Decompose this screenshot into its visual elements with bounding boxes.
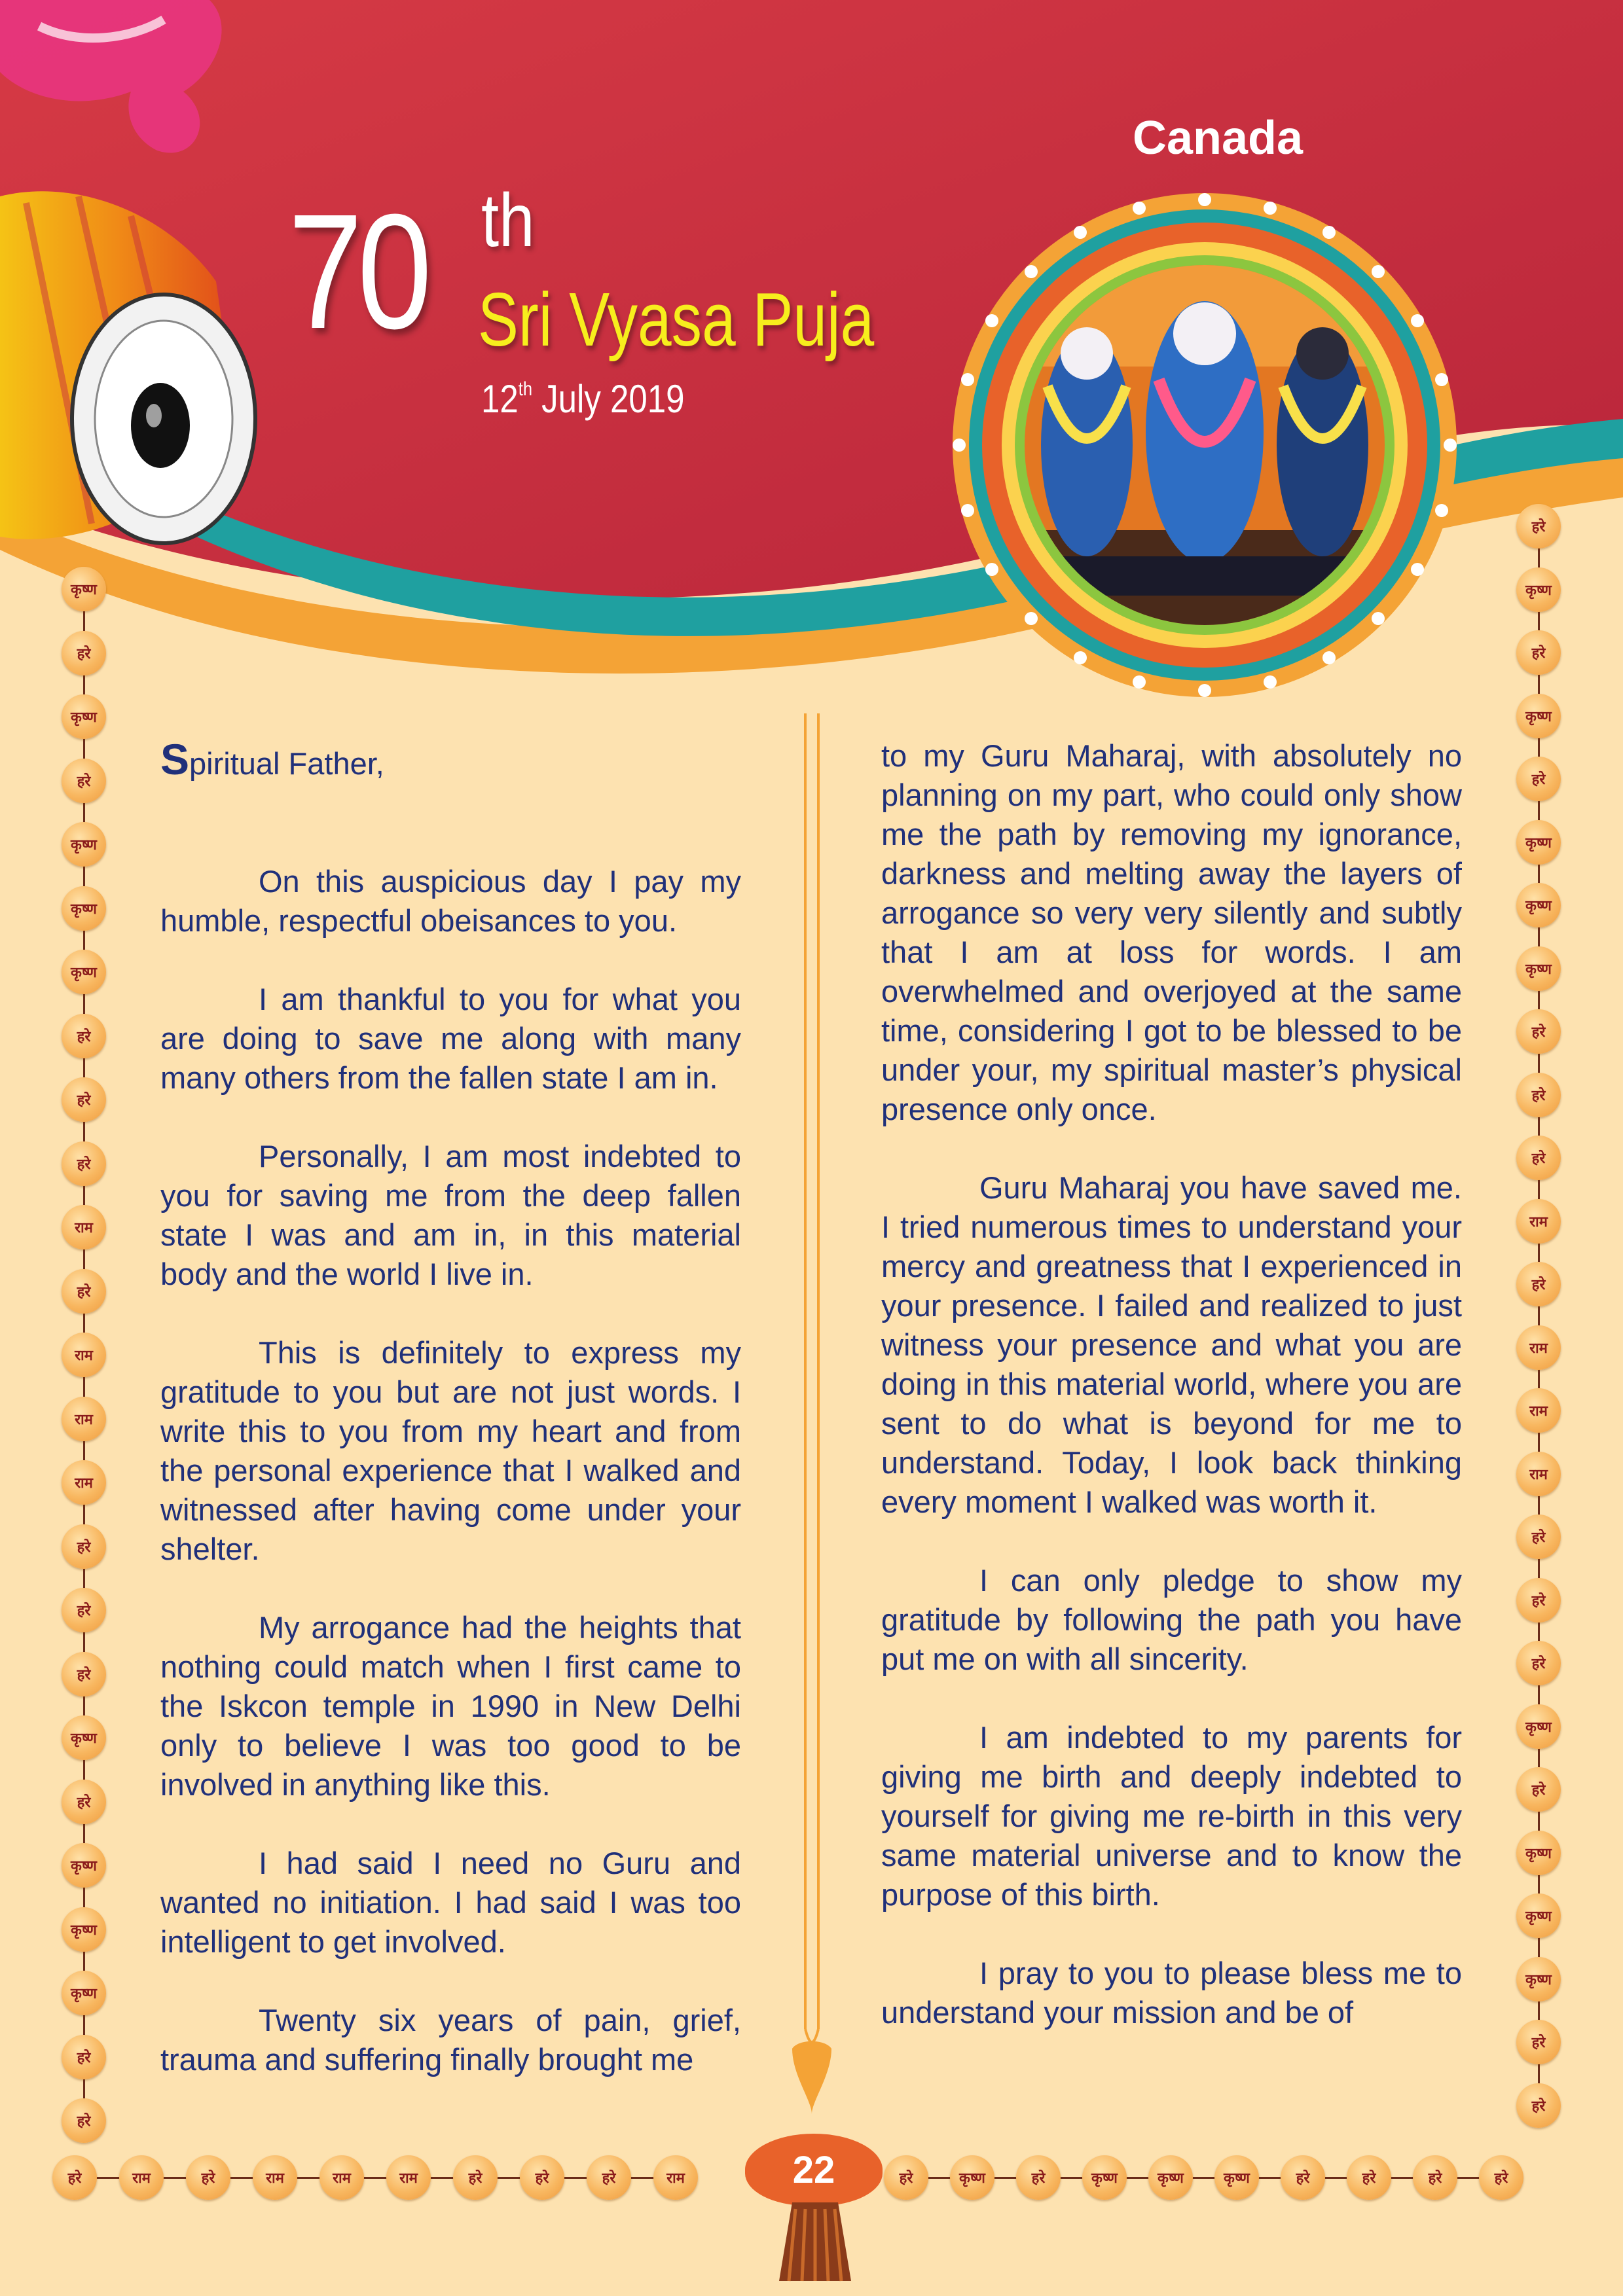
salutation <box>160 735 741 783</box>
anniversary-suffix: th <box>481 179 535 262</box>
mantra-bead: हरे <box>62 1780 106 1824</box>
mantra-bead: हरे <box>1516 1009 1561 1054</box>
mantra-bead: राम <box>62 1333 106 1377</box>
chain-string <box>75 2177 676 2179</box>
mantra-bead: हरे <box>62 2098 106 2143</box>
mantra-bead: राम <box>386 2155 431 2200</box>
mantra-bead: हरे <box>1479 2155 1523 2200</box>
mantra-bead: हरे <box>1281 2155 1325 2200</box>
paragraph: Personally, I am most indebted to you for saving me from the deep fallen state I was and am in, in this material body and the world I live in. <box>160 1139 741 1291</box>
paragraph: I pray to you to please bless me to understand your mission and be of <box>881 1956 1462 2030</box>
mantra-bead: राम <box>1516 1388 1561 1433</box>
mantra-bead: कृष्ण <box>950 2155 994 2200</box>
mantra-bead: हरे <box>1516 2083 1561 2128</box>
mantra-bead: कृष्ण <box>62 950 106 994</box>
mantra-bead: कृष्ण <box>62 1843 106 1888</box>
mantra-bead: हरे <box>884 2155 928 2200</box>
date-day: 12 <box>481 377 519 421</box>
letter-column-left <box>160 735 741 2119</box>
center-divider <box>773 707 851 2114</box>
mantra-bead: राम <box>62 1205 106 1249</box>
mantra-bead: हरे <box>1516 1073 1561 1117</box>
mantra-bead: हरे <box>1516 1136 1561 1180</box>
date-suffix: th <box>518 378 533 400</box>
mantra-bead: हरे <box>1516 630 1561 675</box>
mantra-bead: हरे <box>62 1014 106 1058</box>
mantra-bead: कृष्ण <box>62 1971 106 2015</box>
country-label: Canada <box>1132 112 1304 164</box>
paragraph: I can only pledge to show my gratitude by following the path you have put me on with all sincerity. <box>881 1563 1462 1676</box>
mantra-bead: राम <box>253 2155 297 2200</box>
mantra-bead: राम <box>62 1397 106 1441</box>
mantra-bead: राम <box>1516 1199 1561 1244</box>
chain-string <box>906 2177 1501 2179</box>
mantra-bead: हरे <box>453 2155 498 2200</box>
mantra-bead: हरे <box>62 1077 106 1122</box>
mantra-bead: कृष्ण <box>1082 2155 1127 2200</box>
mantra-bead: हरे <box>62 631 106 675</box>
mantra-bead: हरे <box>587 2155 631 2200</box>
mantra-bead: हरे <box>62 1652 106 1696</box>
mantra-bead: हरे <box>62 759 106 803</box>
mantra-bead: हरे <box>1516 1262 1561 1306</box>
salutation-rest: piritual Father, <box>189 746 384 781</box>
mantra-bead: कृष्ण <box>62 822 106 867</box>
mantra-bead: हरे <box>1516 1767 1561 1812</box>
mantra-bead: हरे <box>1516 1515 1561 1559</box>
page-number: 22 <box>745 2134 883 2206</box>
mantra-bead: कृष्ण <box>1516 694 1561 738</box>
mantra-bead: हरे <box>1347 2155 1391 2200</box>
mantra-bead: राम <box>1516 1452 1561 1496</box>
mantra-bead: राम <box>1516 1325 1561 1370</box>
mantra-bead: हरे <box>62 2035 106 2079</box>
mantra-bead: हरे <box>520 2155 564 2200</box>
mantra-bead: राम <box>62 1460 106 1505</box>
mantra-bead: हरे <box>186 2155 230 2200</box>
mantra-bead: राम <box>319 2155 364 2200</box>
mantra-bead: कृष्ण <box>1516 820 1561 865</box>
mantra-bead: हरे <box>1516 2020 1561 2064</box>
paragraph: I am indebted to my parents for giving me birth and deeply indebted to yourself for giving me re-birth in this very same material universe and to know the purpose of this birth. <box>881 1720 1462 1912</box>
event-title: Sri Vyasa Puja <box>478 277 875 362</box>
paragraph: My arrogance had the heights that nothing could match when I first came to the Iskcon temple in 1990 in New Delhi only to believe I was too good to be involved in anything like this. <box>160 1610 741 1802</box>
date-rest: July 2019 <box>532 377 685 421</box>
mantra-bead: कृष्ण <box>62 567 106 611</box>
salutation-initial: S <box>160 735 190 783</box>
mantra-bead: कृष्ण <box>1516 1893 1561 1938</box>
mantra-bead: हरे <box>62 1588 106 1632</box>
mantra-bead: कृष्ण <box>1516 883 1561 927</box>
mantra-bead: कृष्ण <box>1516 567 1561 612</box>
deity-photo-frame <box>949 190 1460 700</box>
paragraph: Twenty six years of pain, grief, trauma and suffering finally brought me <box>160 2003 741 2077</box>
mantra-bead: हरे <box>1413 2155 1457 2200</box>
mantra-bead: कृष्ण <box>1148 2155 1193 2200</box>
mantra-bead: हरे <box>62 1269 106 1314</box>
paragraph-continuation: to my Guru Maharaj, with absolutely no planning on my part, who could only show me the path by removing my ignorance, darkness and melting away the layers of arrogance so very very silently and subtly that I am at loss for words. I am overwhelmed and overjoyed at the same time, considering I got to be blessed to be under your, my spiritual master’s physical presence only once. <box>881 738 1462 1126</box>
mantra-bead: कृष्ण <box>62 694 106 739</box>
mantra-bead: कृष्ण <box>1516 1704 1561 1749</box>
paragraph: I am thankful to you for what you are doing to save me along with many many others from the fallen state I am in. <box>160 982 741 1095</box>
mantra-bead: हरे <box>1516 757 1561 801</box>
mantra-bead: हरे <box>52 2155 97 2200</box>
mantra-bead: कृष्ण <box>1516 1831 1561 1875</box>
mantra-bead: हरे <box>1016 2155 1061 2200</box>
mantra-bead: हरे <box>1516 504 1561 548</box>
mantra-bead: हरे <box>1516 1578 1561 1623</box>
mantra-bead: कृष्ण <box>1516 946 1561 991</box>
mantra-bead: कृष्ण <box>1214 2155 1259 2200</box>
mantra-bead: हरे <box>62 1141 106 1186</box>
paragraph: This is definitely to express my gratitude to you but are not just words. I write this to you from my heart and from the personal experience that I walked and witnessed after having come under your shelter. <box>160 1335 741 1566</box>
tassel-decoration <box>779 2202 851 2287</box>
mantra-bead: हरे <box>62 1524 106 1569</box>
mantra-bead: हरे <box>1516 1641 1561 1685</box>
paragraph: I had said I need no Guru and wanted no initiation. I had said I was too intelligent to get involved. <box>160 1846 741 1959</box>
letter-column-right <box>881 736 1462 2072</box>
event-date <box>481 377 685 421</box>
mantra-bead: कृष्ण <box>62 1715 106 1760</box>
mantra-bead: कृष्ण <box>62 1907 106 1952</box>
paragraph: Guru Maharaj you have saved me. I tried numerous times to understand your mercy and greatness that I experienced in your presence. I failed and realized to just witness your presence and what you are doing in this material world, where you are sent to do what is beyond for me to understand. Today, I look back thinking every moment I walked was worth it. <box>881 1170 1462 1519</box>
mantra-bead: कृष्ण <box>1516 1957 1561 2001</box>
mantra-bead: राम <box>119 2155 164 2200</box>
mantra-bead: राम <box>653 2155 698 2200</box>
anniversary-number: 70 <box>288 180 427 363</box>
mantra-bead: कृष्ण <box>62 886 106 931</box>
paragraph: On this auspicious day I pay my humble, respectful obeisances to you. <box>160 864 741 938</box>
